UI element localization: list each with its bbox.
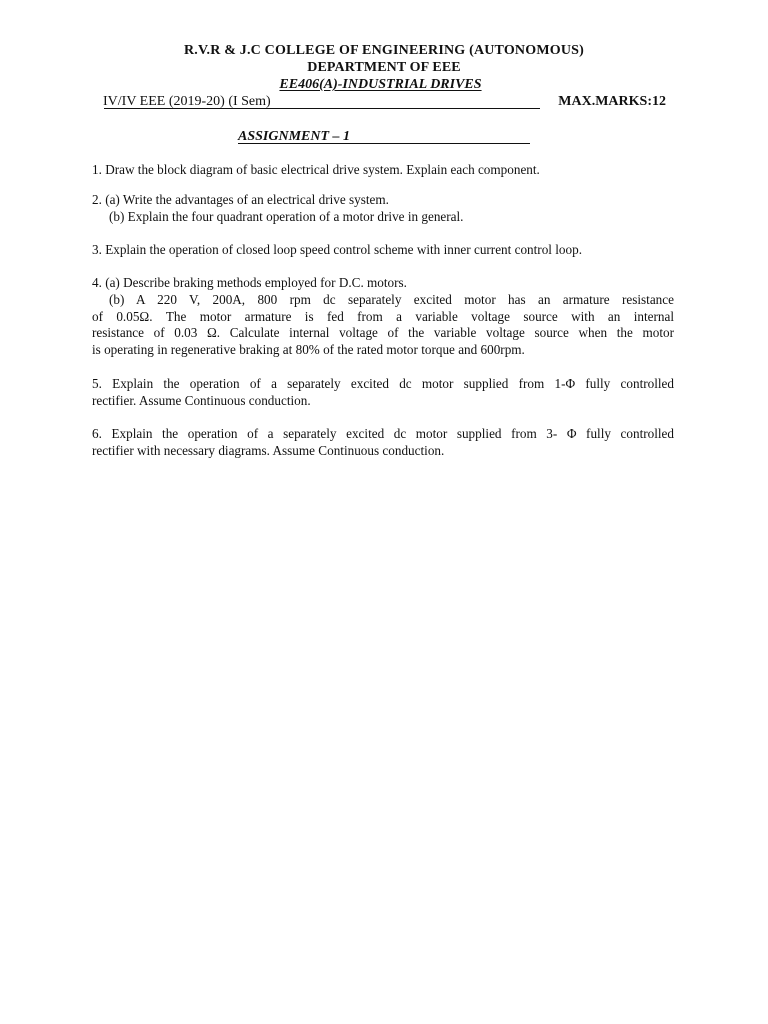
- question-1: [92, 162, 674, 179]
- question-4b-line-3: resistance of 0.03 Ω. Calculate internal voltage of the variable voltage source when the motor: [92, 325, 674, 341]
- question-4b-line-4: is operating in regenerative braking at 80% of the rated motor torque and 600rpm.: [92, 342, 525, 358]
- maximum-marks: MAX.MARKS:12: [558, 94, 666, 109]
- class-info-underline: [104, 108, 540, 109]
- college-name: R.V.R & J.C COLLEGE OF ENGINEERING (AUTONOMOUS): [183, 43, 584, 58]
- assignment-title-text: ASSIGNMENT – 1: [238, 129, 351, 144]
- question-6-line-1: 6. Explain the operation of a separately excited dc motor supplied from 3- Φ fully controlled: [92, 426, 674, 441]
- class-and-marks-row: [103, 94, 666, 112]
- question-5-line-2: rectifier. Assume Continuous conduction.: [92, 392, 311, 408]
- assignment-title: [238, 129, 530, 146]
- question-5: [92, 376, 674, 410]
- assignment-underline: [238, 143, 530, 144]
- course-title-text: EE406(A)-INDUSTRIAL DRIVES: [279, 77, 482, 92]
- question-3-text: 3. Explain the operation of closed loop speed control scheme with inner current control loop.: [92, 242, 582, 257]
- course-title: [0, 77, 768, 93]
- question-4: [92, 275, 674, 359]
- question-2: [92, 192, 674, 226]
- question-3: [92, 242, 674, 259]
- question-5-line-1: 5. Explain the operation of a separately excited dc motor supplied from 1-Φ fully controlled: [92, 376, 674, 391]
- question-2b-text: (b) Explain the four quadrant operation of a motor drive in general.: [109, 208, 464, 224]
- question-4b-line-2: of 0.05Ω. The motor armature is fed from a variable voltage source with an internal: [92, 308, 674, 324]
- question-6: [92, 426, 674, 460]
- question-1-text: 1. Draw the block diagram of basic electrical drive system. Explain each component.: [92, 162, 540, 177]
- class-info: IV/IV EEE (2019-20) (I Sem): [103, 94, 271, 109]
- department-name: DEPARTMENT OF EEE: [307, 60, 461, 75]
- question-4b-line-1: (b) A 220 V, 200A, 800 rpm dc separately excited motor has an armature resistance: [109, 291, 674, 307]
- question-6-line-2: rectifier with necessary diagrams. Assume Continuous conduction.: [92, 442, 445, 458]
- question-2a-text: 2. (a) Write the advantages of an electrical drive system.: [92, 192, 389, 207]
- question-4a-text: 4. (a) Describe braking methods employed for D.C. motors.: [92, 275, 407, 290]
